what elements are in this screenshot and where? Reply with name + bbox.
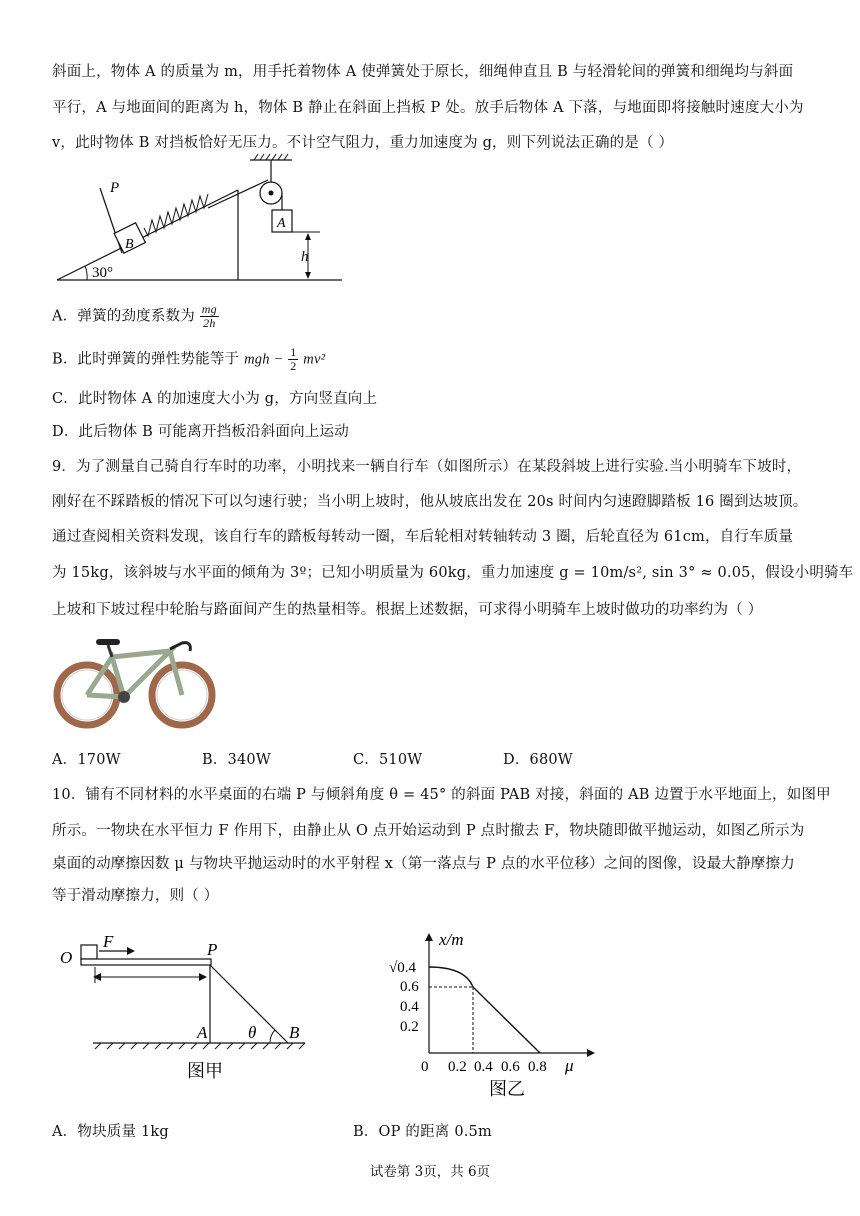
chart-x-label: μ [565,1056,574,1075]
spring [144,194,208,236]
y-tick-sqrt04: √0.4 [389,960,416,976]
q8-label-a: A [277,216,286,231]
x-tick-04: 0.4 [474,1059,493,1075]
y-tick-02: 0.2 [400,1019,419,1035]
q9-option-d: D．680W [503,752,573,768]
caption-yi: 图乙 [489,1079,525,1099]
q10-text-line-3: 桌面的动摩擦因数 μ 与物块平抛运动时的水平射程 x（第一落点与 P 点的水平位移）之间的图像，设最大静摩擦力 [52,856,795,872]
q8-text-line-3: v，此时物体 B 对挡板恰好无压力。不计空气阻力，重力加速度为 g，则下列说法正确的是（ ） [52,135,674,151]
figure-yi-chart [385,925,605,1105]
bicycle-image [52,635,220,735]
q10-option-a: A．物块质量 1kg [52,1124,169,1140]
figure-jia [55,925,335,1085]
q10-text-line-4: 等于滑动摩擦力，则（ ） [52,888,219,904]
x-tick-0: 0 [421,1059,429,1075]
x-tick-06: 0.6 [501,1059,520,1075]
q8-incline-figure [52,150,352,290]
q8-angle-label: 30° [92,265,113,281]
x-tick-02: 0.2 [448,1059,467,1075]
q8-text-line-1: 斜面上，物体 A 的质量为 m，用手托着物体 A 使弹簧处于原长，细绳伸直且 B 与轻滑轮间的弹簧和细绳均与斜面 [52,64,794,80]
q10-option-b: B．OP 的距离 0.5m [353,1124,492,1140]
label-f: F [103,932,114,951]
chart-curve [429,967,540,1053]
page-footer: 试卷第 3页，共 6页 [369,1164,491,1180]
q9-text-line-5: 上坡和下坡过程中轮胎与路面间产生的热量相等。根据上述数据，可求得小明骑车上坡时做功的功率约为（ ） [52,602,763,618]
q8-option-b: B．此时弹簧的弹性势能等于 mgh − $\frac{1}{2}$ mv² [52,345,326,373]
label-theta: θ [248,1023,257,1042]
q8-label-b: B [125,237,134,252]
q9-option-b: B．340W [202,752,271,768]
label-p: P [207,940,218,959]
q9-option-a: A．170W [52,752,121,768]
q9-text-line-4: 为 15kg，该斜坡与水平面的倾角为 3º；已知小明质量为 60kg，重力加速度 g = 10m/s², sin 3° ≈ 0.05，假设小明骑车 [52,565,854,581]
label-b: B [289,1023,300,1042]
label-o: O [60,948,73,967]
q9-text-line-3: 通过查阅相关资料发现，该自行车的踏板每转动一圈，车后轮相对转轴转动 3 圈，后轮直径为 61cm，自行车质量 [52,529,794,545]
caption-jia: 图甲 [187,1061,223,1081]
q10-text-line-2: 所示。一物块在水平恒力 F 作用下，由静止从 O 点开始运动到 P 点时撤去 F，物块随即做平抛运动，如图乙所示为 [52,823,805,839]
label-a: A [197,1023,208,1042]
x-tick-08: 0.8 [528,1059,547,1075]
q8-label-h: h [301,249,309,265]
q9-option-c: C．510W [353,752,423,768]
q8-label-p: P [110,180,120,196]
q8-option-a: A．弹簧的劲度系数为 $\frac{mg}{2h}$ [52,302,217,330]
q8-option-d: D．此后物体 B 可能离开挡板沿斜面向上运动 [52,424,349,440]
q8-option-c: C．此时物体 A 的加速度大小为 g，方向竖直向上 [52,391,378,407]
q9-text-line-1: 9．为了测量自己骑自行车时的功率，小明找来一辆自行车（如图所示）在某段斜坡上进行实验.当小明骑车下坡时， [52,459,802,475]
chart-y-label: x/m [439,930,464,949]
y-tick-06: 0.6 [400,979,419,995]
q10-text-line-1: 10．铺有不同材料的水平桌面的右端 P 与倾斜角度 θ = 45° 的斜面 PAB 对接，斜面的 AB 边置于水平地面上，如图甲 [52,787,831,803]
y-tick-04: 0.4 [400,999,419,1015]
q8-text-line-2: 平行，A 与地面间的距离为 h，物体 B 静止在斜面上挡板 P 处。放手后物体 A 下落，与地面即将接触时速度大小为 [52,100,804,116]
q9-text-line-2: 刚好在不踩踏板的情况下可以匀速行驶；当小明上坡时，他从坡底出发在 20s 时间内匀速蹬脚踏板 16 圈到达坡顶。 [52,494,808,510]
